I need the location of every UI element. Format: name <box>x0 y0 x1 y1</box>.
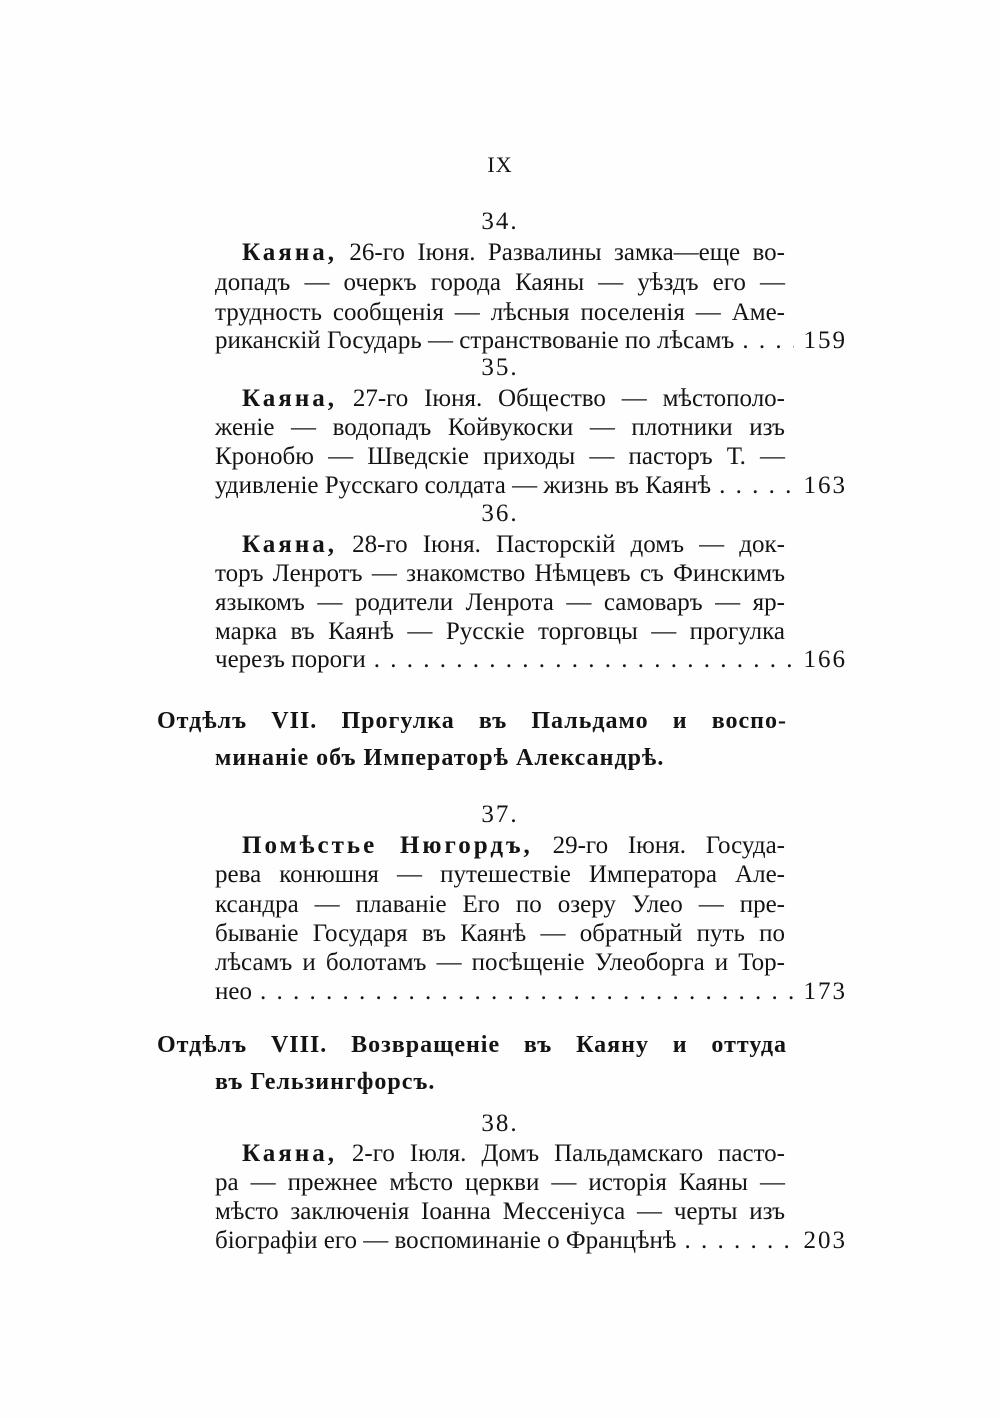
entry-text: 29-го Іюня. Госуда- <box>552 832 785 859</box>
entry-text: 27-го Іюня. Общество — мѣстополо- <box>352 385 786 412</box>
entry-number: 38. <box>481 1110 519 1137</box>
dot-leader <box>374 645 794 675</box>
entry-line: трудность сообщенія — лѣсныя поселенія — Аме- <box>215 299 785 326</box>
entry-line: мѣсто заключенія Іоанна Мессеніуса — черты изъ <box>215 1198 785 1225</box>
page-reference: 163 <box>803 472 847 499</box>
entry-text: 26-го Іюня. Развалины замка—еще во- <box>349 239 785 266</box>
entry-place: Каяна, <box>242 1140 337 1167</box>
entry-text: 28-го Іюня. Пасторскій домъ — док- <box>352 531 785 558</box>
entry-text: 2-го Іюля. Домъ Пальдамскаго пасто- <box>351 1140 785 1167</box>
section-heading: Отдѣлъ VII. Прогулка въ Пальдамо и воспо- <box>157 708 787 734</box>
entry-text: удивленіе Русскаго солдата — жизнь въ Каянѣ <box>215 472 712 499</box>
entry-line: женіе — водопадъ Койвукоски — плотники изъ <box>215 414 785 441</box>
dot-leader <box>719 471 793 501</box>
entry-text: риканскій Государь — странствованіе по лѣсамъ <box>215 327 735 354</box>
entry-line: языкомъ — родители Ленрота — самоваръ — яр- <box>215 589 785 616</box>
toc-leader-line <box>215 977 847 1007</box>
entry-line <box>242 384 785 414</box>
entry-text: біографіи его — воспоминаніе о Францѣнѣ <box>215 1227 677 1254</box>
entry-text: нео <box>215 978 252 1005</box>
page-reference: 203 <box>803 1227 847 1254</box>
entry-text: черезъ пороги <box>215 646 366 673</box>
entry-place: Каяна, <box>242 385 337 412</box>
toc-leader-line <box>215 471 847 501</box>
section-heading: Отдѣлъ VIII. Возвращеніе въ Каяну и оттуда <box>157 1032 787 1058</box>
entry-line: бываніе Государя въ Каянѣ — обратный путь по <box>215 920 785 947</box>
entry-number: 34. <box>481 208 519 235</box>
page-reference: 166 <box>803 646 847 673</box>
toc-leader-line <box>215 645 847 675</box>
entry-number: 36. <box>481 500 519 527</box>
entry-number: 35. <box>481 354 519 381</box>
page-reference: 173 <box>803 978 847 1005</box>
section-heading-continued: минаніе объ Императорѣ Александрѣ. <box>215 745 665 771</box>
entry-number: 37. <box>481 801 519 828</box>
entry-line: рева конюшня — путешествіе Императора Але- <box>215 861 785 888</box>
entry-place: Помѣстье Нюгордъ, <box>242 832 533 859</box>
entry-line <box>242 238 785 268</box>
entry-line: марка въ Каянѣ — Русскіе торговцы — прогулка <box>215 618 785 645</box>
page-number: IX <box>487 152 513 177</box>
page-reference: 159 <box>803 327 847 354</box>
entry-place: Каяна, <box>242 531 337 558</box>
entry-line: лѣсамъ и болотамъ — посѣщеніе Улеоборга и Тор- <box>215 949 785 976</box>
entry-line <box>242 530 785 560</box>
section-heading-continued: въ Гельзингфорсъ. <box>215 1069 436 1095</box>
toc-leader-line <box>215 1226 847 1256</box>
entry-line: допадъ — очеркъ города Каяны — уѣздъ его — <box>215 269 785 296</box>
entry-line <box>242 1139 785 1169</box>
dot-leader <box>685 1226 794 1256</box>
dot-leader <box>260 977 794 1007</box>
dot-leader <box>742 326 793 356</box>
entry-place: Каяна, <box>242 239 337 266</box>
entry-line <box>242 831 785 861</box>
entry-line: торъ Ленротъ — знакомство Нѣмцевъ съ Финскимъ <box>215 560 785 587</box>
entry-line: ра — прежнее мѣсто церкви — исторія Каяны — <box>215 1169 785 1196</box>
entry-line: Кронобю — Шведскіе приходы — пасторъ Т. — <box>215 443 785 470</box>
toc-leader-line <box>215 326 847 356</box>
entry-line: ксандра — плаваніе Его по озеру Улео — пре- <box>215 891 785 918</box>
